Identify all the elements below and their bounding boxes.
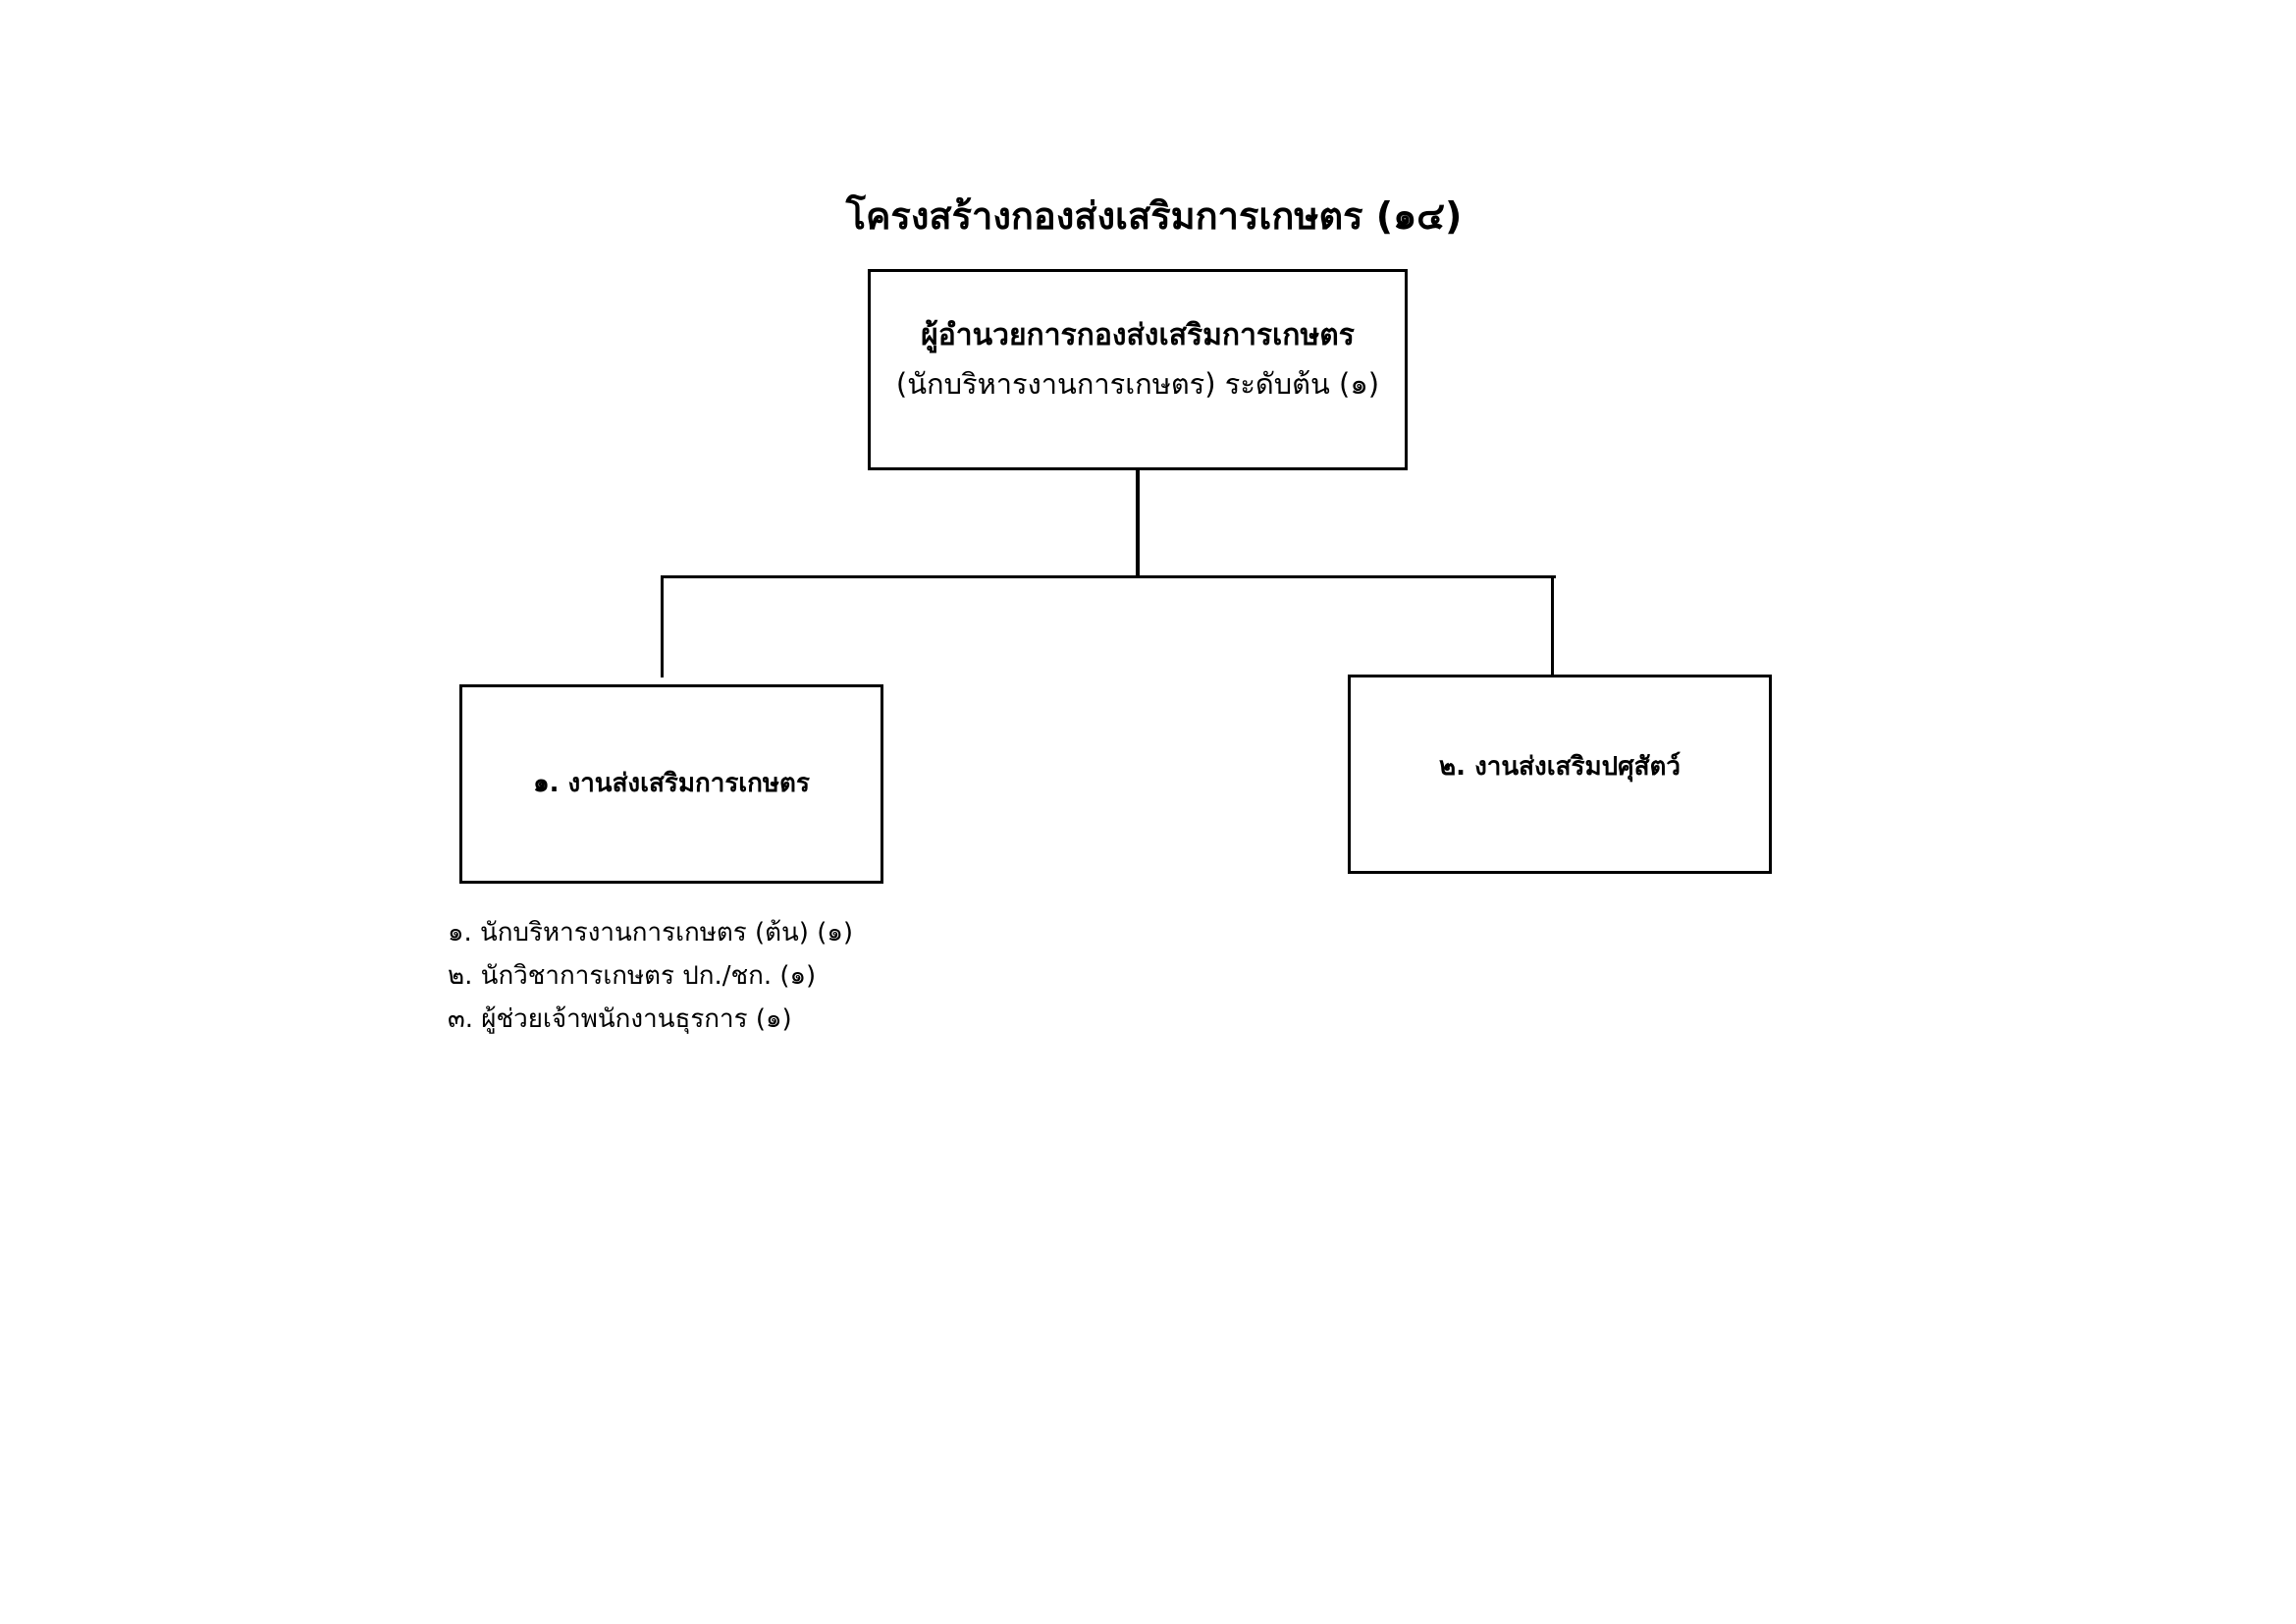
staff-item: ๒. นักวิชาการเกษตร ปก./ชก. (๑) (448, 961, 817, 991)
unit-label-agriculture: ๑. งานส่งเสริมการเกษตร (533, 769, 810, 799)
staff-item: ๑. นักบริหารงานการเกษตร (ต้น) (๑) (448, 918, 853, 947)
unit-box-livestock (1348, 675, 1772, 874)
unit1-staff-list (448, 911, 853, 1041)
director-box (868, 269, 1408, 470)
unit-box-agriculture (459, 684, 883, 884)
director-detail: (นักบริหารงานการเกษตร) ระดับต้น (๑) (895, 367, 1380, 402)
connector-horizontal (661, 575, 1556, 578)
connector-left-drop (661, 575, 664, 677)
connector-director-down (1136, 470, 1140, 577)
director-position: ผู้อำนวยการกองส่งเสริมการเกษตร (921, 318, 1355, 353)
unit-label-livestock: ๒. งานส่งเสริมปศุสัตว์ (1439, 752, 1681, 783)
chart-title: โครงสร้างกองส่งเสริมการเกษตร (๑๔) (845, 194, 1463, 238)
staff-item: ๓. ผู้ช่วยเจ้าพนักงานธุรการ (๑) (448, 1004, 792, 1034)
connector-right-drop (1551, 575, 1554, 675)
